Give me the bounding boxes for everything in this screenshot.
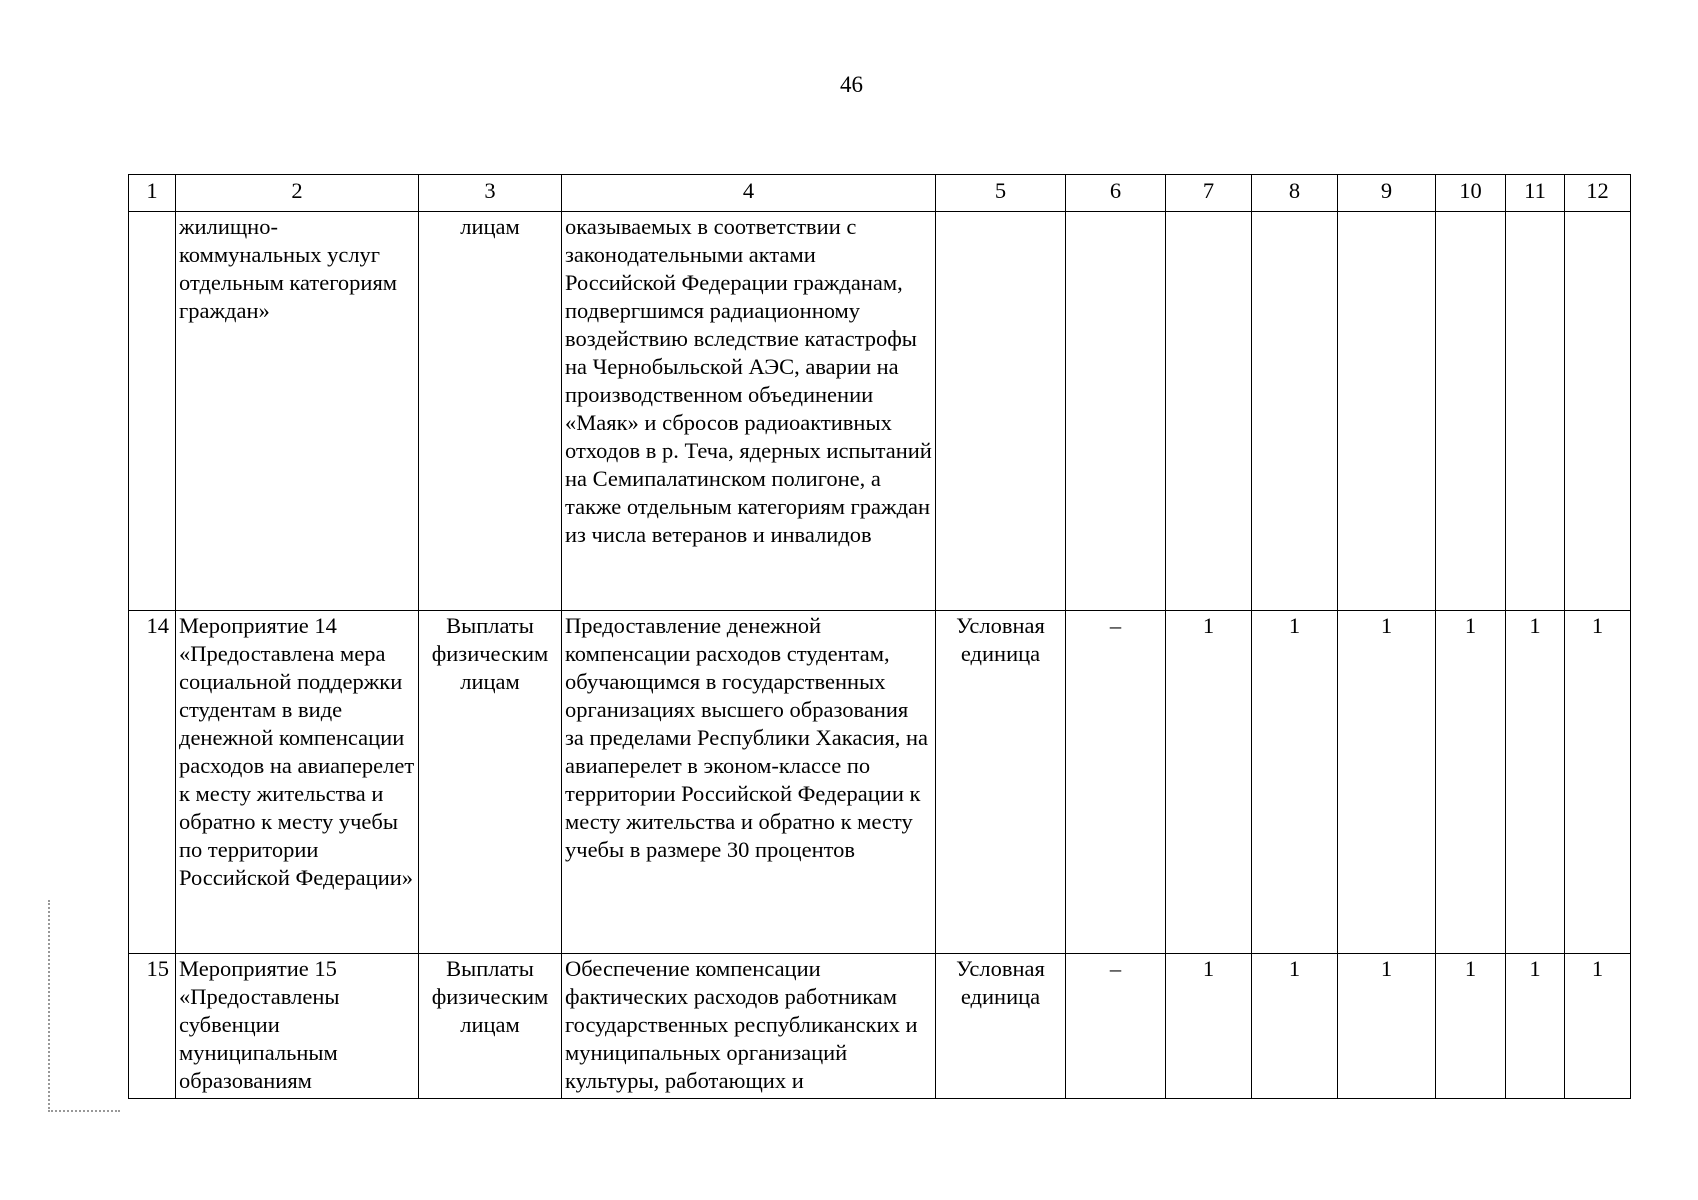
measure-name: Мероприятие 15 «Предоставлены субвенции муниципальным образованиям [176, 954, 419, 1099]
expense-type: Выплаты физическим лицам [419, 954, 562, 1099]
value-cell [1252, 212, 1338, 611]
value-cell [1506, 212, 1565, 611]
document-table [128, 174, 1631, 1099]
value-cell [1166, 212, 1252, 611]
unit-of-measure: Условная единица [936, 954, 1066, 1099]
measure-description: оказываемых в соответствии с законодательными актами Российской Федерации гражданам, подвергшимся радиационному воздействию вследствие катастрофы на Чернобыльской АЭС, аварии на производственном объединении «Маяк» и сбросов радиоактивных отходов в р. Теча, ядерных испытаний на Семипалатинском полигоне, а также отдельным категориям граждан из числа ветеранов и инвалидов [562, 212, 936, 611]
unit-of-measure [936, 212, 1066, 611]
header-cell: 7 [1166, 175, 1252, 212]
expense-type: Выплаты физическим лицам [419, 611, 562, 954]
header-row [129, 175, 1631, 212]
side-stamp [48, 900, 120, 1112]
measure-name: жилищно-коммунальных услуг отдельным категориям граждан» [176, 212, 419, 611]
value-cell: 1 [1338, 954, 1436, 1099]
value-cell: 1 [1252, 954, 1338, 1099]
header-cell: 6 [1066, 175, 1166, 212]
value-cell: 1 [1166, 954, 1252, 1099]
header-cell: 10 [1436, 175, 1506, 212]
header-cell: 8 [1252, 175, 1338, 212]
header-cell: 5 [936, 175, 1066, 212]
value-cell [1066, 212, 1166, 611]
value-cell: 1 [1436, 954, 1506, 1099]
row-number [129, 212, 176, 611]
value-cell: 1 [1506, 611, 1565, 954]
value-cell: – [1066, 611, 1166, 954]
value-cell: 1 [1565, 954, 1631, 1099]
header-cell: 3 [419, 175, 562, 212]
measure-description: Обеспечение компенсации фактических расходов работникам государственных республиканских и муниципальных организаций культуры, работающих и [562, 954, 936, 1099]
measure-name: Мероприятие 14 «Предоставлена мера социальной поддержки студентам в виде денежной компенсации расходов на авиаперелет к месту жительства и обратно к месту учебы по территории Российской Федерации» [176, 611, 419, 954]
header-cell: 11 [1506, 175, 1565, 212]
row-number: 14 [129, 611, 176, 954]
header-cell: 2 [176, 175, 419, 212]
table-row [129, 954, 1631, 1099]
value-cell: 1 [1166, 611, 1252, 954]
table-row [129, 611, 1631, 954]
unit-of-measure: Условная единица [936, 611, 1066, 954]
value-cell: 1 [1565, 611, 1631, 954]
value-cell [1436, 212, 1506, 611]
value-cell: 1 [1338, 611, 1436, 954]
measure-description: Предоставление денежной компенсации расходов студентам, обучающимся в государственных организациях высшего образования за пределами Республики Хакасия, на авиаперелет в эконом-классе по территории Российской Федерации к месту жительства и обратно к месту учебы в размере 30 процентов [562, 611, 936, 954]
row-number: 15 [129, 954, 176, 1099]
value-cell: 1 [1252, 611, 1338, 954]
header-cell: 4 [562, 175, 936, 212]
expense-type: лицам [419, 212, 562, 611]
value-cell: – [1066, 954, 1166, 1099]
value-cell: 1 [1506, 954, 1565, 1099]
value-cell [1338, 212, 1436, 611]
side-stamp-text [85, 885, 95, 1085]
table-row [129, 212, 1631, 611]
page-number: 46 [840, 72, 863, 97]
value-cell: 1 [1436, 611, 1506, 954]
header-cell: 12 [1565, 175, 1631, 212]
header-cell: 9 [1338, 175, 1436, 212]
header-cell: 1 [129, 175, 176, 212]
value-cell [1565, 212, 1631, 611]
